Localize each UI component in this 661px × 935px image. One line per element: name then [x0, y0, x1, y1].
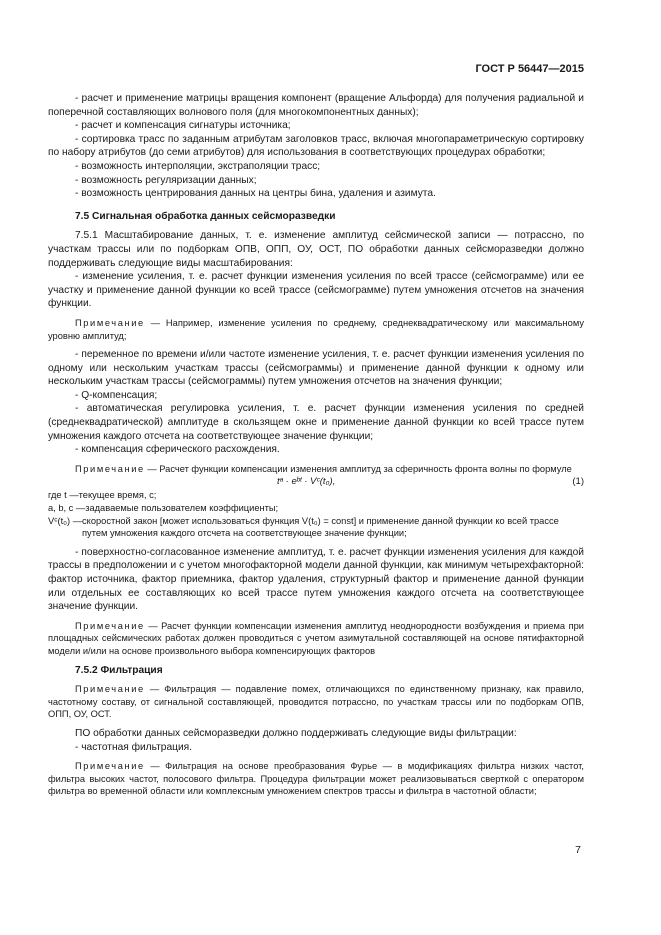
definition-symbol: где t —: [48, 490, 79, 501]
page-number: 7: [575, 844, 581, 856]
list-item: - изменение усиления, т. е. расчет функции изменения усиления по всей трассе (сейсмограмме) или ее участку и применение данной функции ко всей трассе (сейсмограмме) путем умножения отсчетов на значения функции.: [48, 271, 584, 310]
list-item: - частотная фильтрация.: [75, 741, 192, 753]
list-item: - расчет и компенсация сигнатуры источника;: [75, 120, 291, 132]
note-1: [48, 317, 584, 342]
note-2: [48, 463, 584, 476]
note-3: [48, 620, 584, 658]
note-text: — Фильтрация — подавление помех, отличающихся по единственному признаку, как правило, частотному составу, от сигнальной составляющей, проводится потрассно, по участкам трассы или по подборкам ОПВ, ОПП, ОУ, ОСТ.: [48, 684, 584, 720]
list-item: - возможность интерполяции, экстраполяции трасс;: [75, 160, 321, 172]
note-label: Примечание: [75, 684, 145, 695]
formula-1: [48, 475, 584, 489]
note-label: Примечание: [75, 761, 145, 772]
definition-text: задаваемые пользователем коэффициенты;: [85, 503, 279, 514]
note-text: — Например, изменение усиления по среднему, среднеквадратическому или максимальному уровню амплитуд;: [48, 317, 584, 341]
formula-expression: tᵃ · eᵇᵗ · Vᶜ(t₀),: [277, 476, 336, 488]
note-5: [48, 760, 584, 798]
definition-symbol: Vᶜ(t₀) —: [48, 515, 83, 526]
definition-text: текущее время, с;: [78, 490, 157, 501]
list-item: - Q-компенсация;: [75, 389, 158, 401]
list-item: - сортировка трасс по заданным атрибутам заголовков трасс, включая многопараметрическую сортировку по набору атрибутов (до семи атрибутов) для использования в соответствующих процедурах обработки;: [48, 133, 584, 159]
list-item: - расчет и применение матрицы вращения компонент (вращение Альфорда) для получения радиальной и поперечной составляющих волнового поля (для многокомпонентных данных);: [48, 93, 584, 118]
note-text: — Расчет функции компенсации изменения амплитуд за сферичность фронта волны по формуле: [144, 463, 572, 474]
note-label: Примечание: [75, 317, 145, 328]
note-label: Примечание: [75, 463, 145, 474]
section-heading-7-5: 7.5 Сигнальная обработка данных сейсморазведки: [75, 210, 336, 222]
list-item: - компенсация сферического расхождения.: [75, 444, 280, 456]
definition-symbol: a, b, c —: [48, 503, 86, 514]
formula-definition: [48, 515, 584, 540]
formula-definition: [48, 489, 584, 502]
paragraph-7-5-1: 7.5.1 Масштабирование данных, т. е. изменение амплитуд сейсмической записи — потрассно, по участкам трассы или по подборкам ОПВ, ОПП, ОУ, ОСТ, ПО обработки данных сейсморазведки должно поддерживать следующие виды масштабирования:: [48, 230, 584, 269]
list-item: - поверхностно-согласованное изменение амплитуд, т. е. расчет функции изменения усиления для каждой трассы в предположении и с учетом многофакторной модели данной функции, как минимум четырехфакторной: фактор источника, фактор приемника, фактор удаления, структурный фактор и применение данной функции или отдельных ее составляющих ко всей трассе путем умножения каждого отсчета на соответствующее значение функции.: [48, 546, 584, 613]
list-item: - возможность регуляризации данных;: [75, 174, 257, 186]
page-body: [48, 92, 584, 798]
formula-number: (1): [572, 476, 584, 488]
paragraph-filtering: ПО обработки данных сейсморазведки должно поддерживать следующие виды фильтрации:: [75, 727, 517, 739]
formula-definition: [48, 502, 584, 515]
note-4: [48, 683, 584, 721]
standard-header: ГОСТ Р 56447—2015: [475, 63, 584, 75]
note-label: Примечание: [75, 620, 145, 631]
note-text: — Фильтрация на основе преобразования Фурье — в модификациях фильтра низких частот, фильтра высоких частот, полосового фильтра. Процедура фильтрации может реализовываться сверткой с оператором фильтра во временной области или комплексным умножением спектров трассы и фильтра в частотной области;: [48, 761, 584, 797]
list-item: - возможность центрирования данных на центры бина, удаления и азимута.: [75, 188, 436, 200]
note-text: — Расчет функции компенсации изменения амплитуд неоднородности возбуждения и приема при площадных сейсмических работах должен проводиться с учетом азимутальной составляющей на основе пятифакторной модели и/или на основе произвольного выбора компенсирующих факторов: [48, 620, 584, 656]
section-heading-7-5-2: 7.5.2 Фильтрация: [75, 664, 163, 676]
list-item: - автоматическая регулировка усиления, т. е. расчет функции изменения усиления по средней (среднеквадратической) амплитуде в скользящем окне и применение данной функции ко всей трассе путем умножения каждого отсчета на соответствующее значение функции;: [48, 403, 584, 442]
list-item: - переменное по времени и/или частоте изменение усиления, т. е. расчет функции изменения усиления по одному или нескольким участкам трассы (сейсмограммы) и применение данной функции к одному или нескольким участкам трассы (сейсмограммы) путем умножения отсчетов на значения функции;: [48, 349, 584, 388]
definition-text: скоростной закон [может использоваться функция V(t₀) = const] и применение данной функции ко всей трассе путем умножения каждого отсчета на соответствующее значение функции;: [82, 515, 559, 539]
